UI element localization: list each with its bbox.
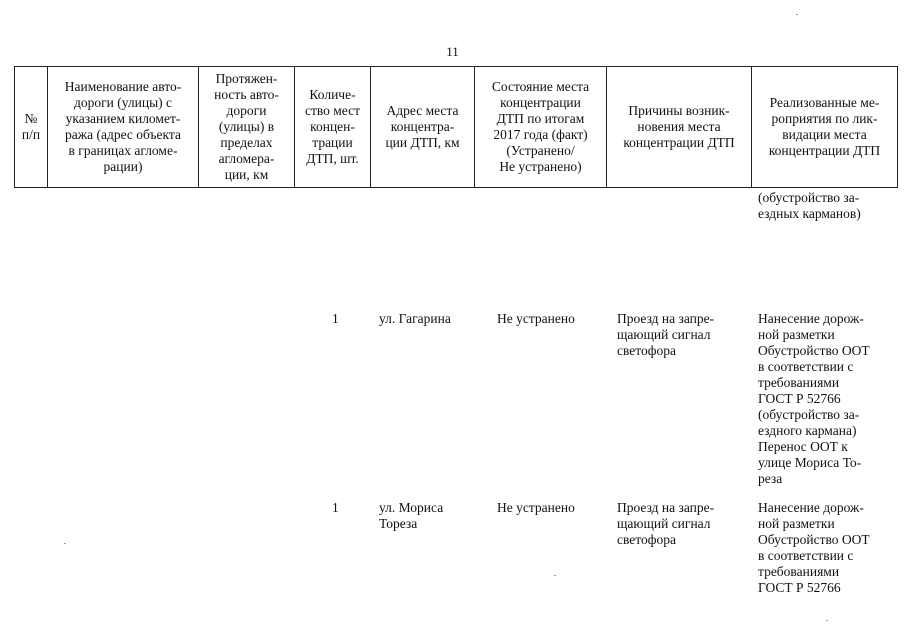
text-line: ул. Мориса [379,500,444,515]
text-line: рации) [103,159,143,174]
scan-speck [826,620,828,621]
text-line: ГОСТ Р 52766 [758,580,841,595]
header-length [199,67,295,188]
text-line: роприятия по лик- [771,111,878,126]
header-number [15,67,48,188]
text-line: ции ДТП, км [385,135,460,150]
text-line: светофора [617,343,676,358]
text-line: ции, км [224,167,269,182]
text-line: (обустройство за- [758,190,860,205]
scan-speck [64,543,66,544]
text-line: концентрации ДТП [623,135,735,150]
text-line: Не устранено) [499,159,582,174]
text-line: ДТП, шт. [306,151,359,166]
text-line: новения места [637,119,721,134]
text-line: ной разметки [758,327,835,342]
row2-address [379,500,443,532]
text-line: Нанесение дорож- [758,311,864,326]
row1-count: 1 [332,311,339,326]
text-line: Реализованные ме- [769,95,880,110]
text-line: Тореза [379,516,418,531]
text-line: 2017 года (факт) [493,127,588,142]
continuation-measures [758,190,861,222]
text-line: № [24,111,38,126]
text-line: Обустройство ООТ [758,532,870,547]
row2-measures [758,500,870,596]
scan-speck [554,575,556,576]
header-causes [607,67,752,188]
text-line: Количе- [309,87,356,102]
text-line: ездного кармана) [758,423,857,438]
text-line: требованиями [758,375,840,390]
text-line: Проезд на запре- [617,500,715,515]
text-line: агломера- [218,151,275,166]
text-line: пределах [220,135,273,150]
text-line: дороги (улицы) с [73,95,173,110]
row1-address [379,311,451,327]
text-line: в соответствии с [758,359,854,374]
text-line: Состояние места [491,79,590,94]
text-line: указанием километ- [65,111,181,126]
header-status [475,67,607,188]
text-line: концентрации [500,95,581,110]
text-line: трации [312,135,353,150]
text-line: концентра- [390,119,455,134]
text-line: ство мест [304,103,361,118]
row1-measures [758,311,870,487]
row2-count: 1 [332,500,339,515]
text-line: Обустройство ООТ [758,343,870,358]
text-line: (Устранено/ [506,143,575,158]
text-line: Наименование авто- [64,79,182,94]
text-line: Проезд на запре- [617,311,715,326]
text-line: ной разметки [758,516,835,531]
text-line: ДТП по итогам [496,111,585,126]
text-line: Протяжен- [215,71,278,86]
text-line: ул. Гагарина [379,311,451,326]
header-measures [752,67,898,188]
text-line: в границах агломе- [68,143,178,158]
text-line: Причины возник- [628,103,730,118]
text-line: Адрес места [386,103,459,118]
header-road-name [48,67,199,188]
text-line: ража (адрес объекта [65,127,181,142]
text-line: концен- [310,119,355,134]
row1-cause [617,311,714,359]
text-line: щающий сигнал [617,516,711,531]
text-line: улице Мориса То- [758,455,862,470]
text-line: видации места [782,127,867,142]
row1-status: Не устранено [497,311,575,326]
text-line: ездных карманов) [758,206,861,221]
text-line: в соответствии с [758,548,854,563]
text-line: п/п [21,127,41,142]
text-line: (обустройство за- [758,407,860,422]
row2-cause [617,500,714,548]
text-line: светофора [617,532,676,547]
row2-status: Не устранено [497,500,575,515]
text-line: ность авто- [214,87,279,102]
table-header [14,66,898,188]
header-count [295,67,371,188]
text-line: требованиями [758,564,840,579]
text-line: Перенос ООТ к [758,439,848,454]
text-line: реза [758,471,783,486]
text-line: ГОСТ Р 52766 [758,391,841,406]
text-line: концентрации ДТП [768,143,881,158]
header-address [371,67,475,188]
page-number: 11 [446,44,459,59]
text-line: (улицы) в [218,119,275,134]
text-line: щающий сигнал [617,327,711,342]
scan-speck [796,14,798,15]
text-line: Нанесение дорож- [758,500,864,515]
text-line: дороги [226,103,267,118]
